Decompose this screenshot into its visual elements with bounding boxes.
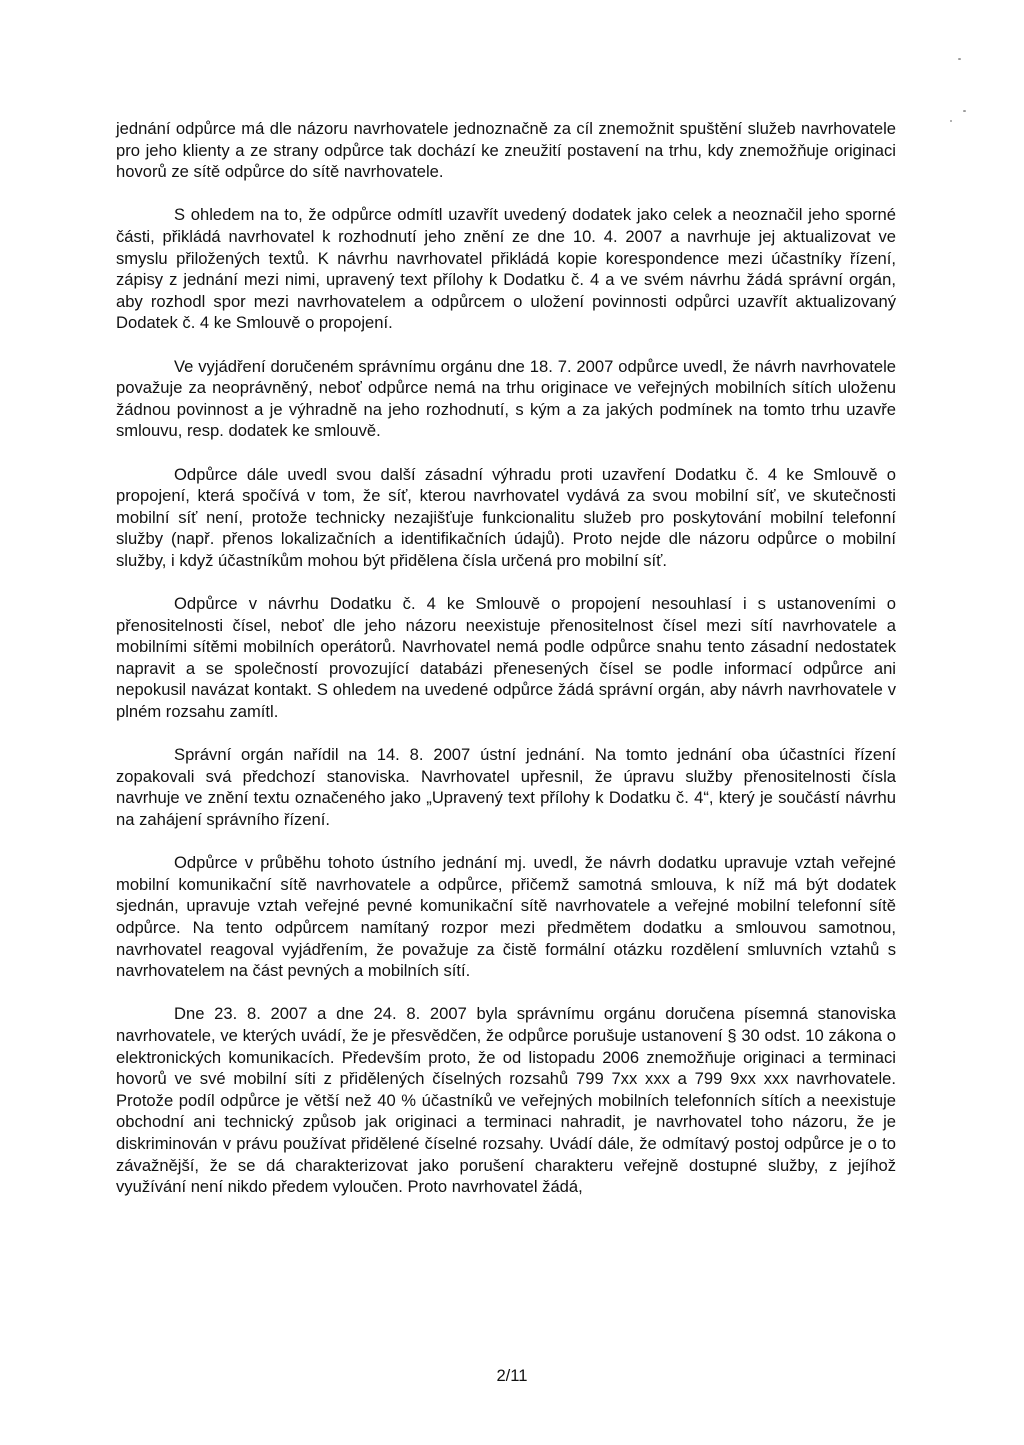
paragraph: Odpůrce v průběhu tohoto ústního jednání mj. uvedl, že návrh dodatku upravuje vztah veřejné mobilní komunikační sítě navrhovatele a odpůrce, přičemž samotná smlouva, k níž má být dodatek sjednán, upravuje vztah veřejné pevné komunikační sítě navrhovatele a veřejné mobilní telefonní sítě odpůrce. Na tento odpůrcem namítaný rozpor mezi předmětem dodatku a smlouvou samotnou, navrhovatel reagoval vyjádřením, že považuje za čistě formální otázku rozdělení smluvních vztahů s navrhovatelem na část pevných a mobilních sítí. [116, 853, 896, 981]
document-body [116, 118, 896, 1219]
scan-speck [958, 58, 961, 60]
page-number: 2/11 [496, 1366, 528, 1385]
paragraph: jednání odpůrce má dle názoru navrhovatele jednoznačně za cíl znemožnit spuštění služeb navrhovatele pro jeho klienty a ze strany odpůrce tak dochází ke zneužití postavení na trhu, kdy znemožňuje originaci hovorů ze sítě odpůrce do sítě navrhovatele. [116, 119, 896, 182]
paragraph: Odpůrce v návrhu Dodatku č. 4 ke Smlouvě o propojení nesouhlasí i s ustanoveními o přenositelnosti čísel, neboť dle jeho názoru neexistuje přenositelnost čísel mezi sítí navrhovatele a mobilními sítěmi mobilních operátorů. Navrhovatel nemá podle odpůrce snahu tento zásadní nedostatek napravit a se společností provozující databázi přenesených čísel se podle informací odpůrce ani nepokusil navázat kontakt. S ohledem na uvedené odpůrce žádá správní orgán, aby návrh navrhovatele v plném rozsahu zamítl. [116, 594, 896, 722]
scan-speck [950, 120, 952, 122]
scan-speck [963, 110, 966, 112]
paragraph: S ohledem na to, že odpůrce odmítl uzavřít uvedený dodatek jako celek a neoznačil jeho sporné části, přikládá navrhovatel k rozhodnutí jeho znění ze dne 10. 4. 2007 a navrhuje jej aktualizovat ve smyslu přiložených textů. K návrhu navrhovatel přikládá kopie korespondence mezi účastníky řízení, zápisy z jednání mezi nimi, upravený text přílohy k Dodatku č. 4 a ve svém návrhu žádá správní orgán, aby rozhodl spor mezi navrhovatelem a odpůrcem o uložení povinnosti odpůrci uzavřít aktualizovaný Dodatek č. 4 ke Smlouvě o propojení. [116, 205, 896, 333]
paragraph: Dne 23. 8. 2007 a dne 24. 8. 2007 byla správnímu orgánu doručena písemná stanoviska navrhovatele, ve kterých uvádí, že je přesvědčen, že odpůrce porušuje ustanovení § 30 odst. 10 zákona o elektronických komunikacích. Především proto, že od listopadu 2006 znemožňuje originaci a terminaci hovorů ve své mobilní síti z přidělených číselných rozsahů 799 7xx xxx a 799 9xx xxx navrhovatele. Protože podíl odpůrce je větší než 40 % účastníků ve veřejných mobilních telefonních sítích a neexistuje obchodní ani technický způsob jak originaci a terminaci nahradit, je navrhovatel toho názoru, že je diskriminován v právu používat přidělené číselné rozsahy. Uvádí dále, že odmítavý postoj odpůrce je o to závažnější, že se dá charakterizovat jako porušení charakteru veřejně dostupné služby, z jejíhož využívání není nikdo předem vyloučen. Proto navrhovatel žádá, [116, 1004, 896, 1197]
paragraph: Správní orgán nařídil na 14. 8. 2007 ústní jednání. Na tomto jednání oba účastníci řízení zopakovali svá předchozí stanoviska. Navrhovatel upřesnil, že úpravu služby přenositelnosti čísla navrhuje ve znění textu označeného jako „Upravený text přílohy k Dodatku č. 4“, který je součástí návrhu na zahájení správního řízení. [116, 745, 896, 829]
paragraph: Ve vyjádření doručeném správnímu orgánu dne 18. 7. 2007 odpůrce uvedl, že návrh navrhovatele považuje za neoprávněný, neboť odpůrce nemá na trhu originace ve veřejných mobilních sítích uloženu žádnou povinnost a je výhradně na jeho rozhodnutí, s kým a za jakých podmínek na tomto trhu uzavře smlouvu, resp. dodatek ke smlouvě. [116, 356, 896, 441]
paragraph: Odpůrce dále uvedl svou další zásadní výhradu proti uzavření Dodatku č. 4 ke Smlouvě o propojení, která spočívá v tom, že síť, kterou navrhovatel vydává za svou mobilní síť, ve skutečnosti mobilní síť není, protože technicky nezajišťuje funkcionalitu služeb pro poskytování mobilní telefonní služby (např. přenos lokalizačních a identifikačních údajů). Proto nejde dle názoru odpůrce o mobilní služby, i když účastníkům mohou být přidělena čísla určená pro mobilní síť. [116, 464, 896, 570]
